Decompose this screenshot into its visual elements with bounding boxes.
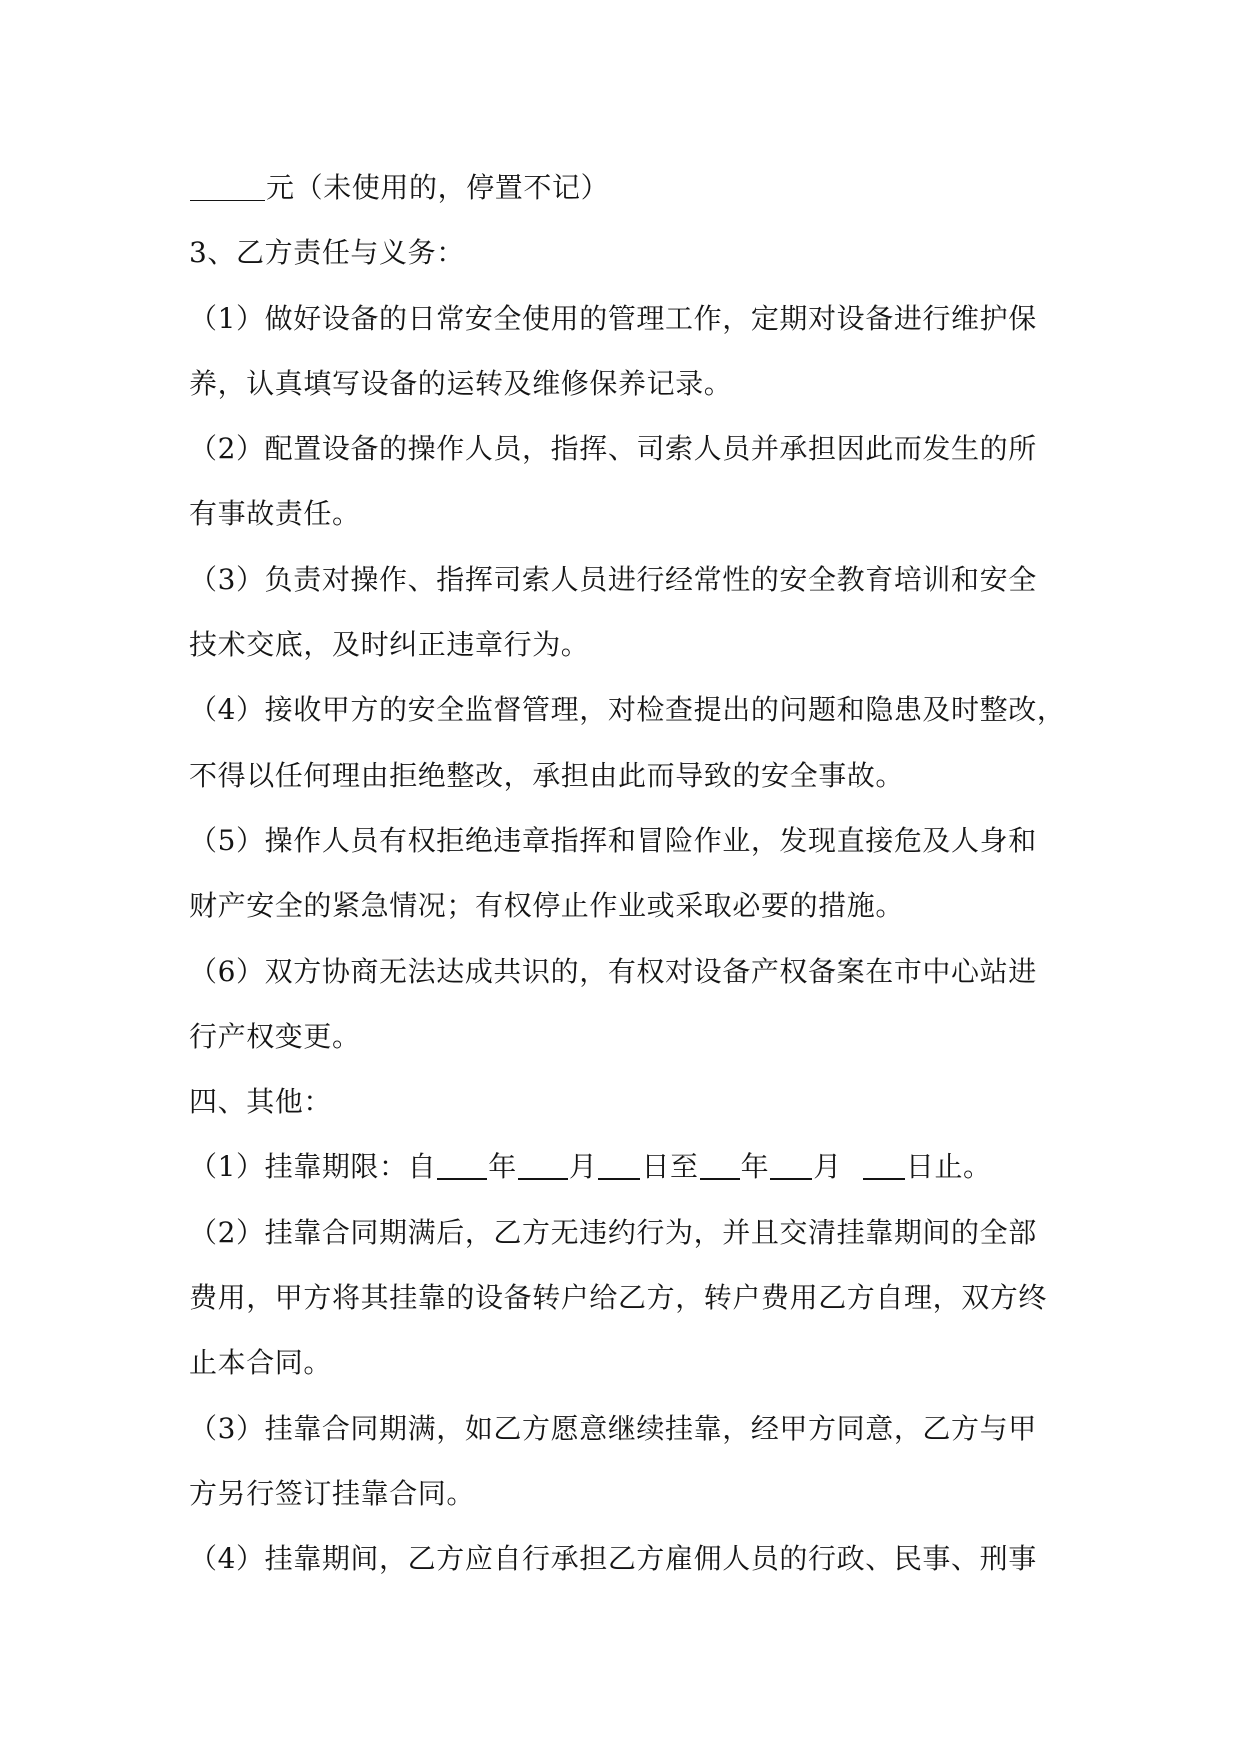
item-4-2-line-2: 费用，甲方将其挂靠的设备转户给乙方，转户费用乙方自理，双方终 — [189, 1281, 1048, 1315]
item-4-1-term — [189, 1134, 1059, 1199]
item-3-3-line-1: （3）负责对操作、指挥司索人员进行经常性的安全教育培训和安全 — [189, 562, 1037, 596]
end-month-blank — [770, 1150, 812, 1180]
item-3-5-line-2: 财产安全的紧急情况；有权停止作业或采取必要的措施。 — [189, 889, 905, 923]
item-3-6-line-1: （6）双方协商无法达成共识的，有权对设备产权备案在市中心站进 — [189, 954, 1037, 988]
item-3-2-line-2: 有事故责任。 — [189, 497, 361, 531]
end-month-label: 月 — [813, 1150, 842, 1184]
item-4-2 — [189, 1200, 1059, 1396]
item-4-3 — [189, 1396, 1059, 1527]
item-4-3-line-2: 方另行签订挂靠合同。 — [189, 1476, 476, 1510]
item-3-5-line-1: （5）操作人员有权拒绝违章指挥和冒险作业，发现直接危及人身和 — [189, 823, 1037, 857]
section-3-heading — [189, 220, 1059, 285]
item-3-1 — [189, 286, 1059, 417]
start-year-label: 年 — [488, 1150, 517, 1184]
start-month-blank — [518, 1150, 568, 1180]
section-4-heading — [189, 1069, 1059, 1134]
fee-note-text: 元（未使用的，停置不记） — [266, 171, 610, 204]
end-year-label: 年 — [740, 1150, 770, 1184]
end-day-label: 日止。 — [905, 1150, 992, 1184]
fee-note-line — [189, 155, 1059, 220]
item-3-4-line-1: （4）接收甲方的安全监督管理，对检查提出的问题和隐患及时整改， — [189, 693, 1066, 727]
section-4-heading-text: 四、其他： — [189, 1085, 333, 1119]
item-3-5 — [189, 808, 1059, 939]
end-day-blank — [863, 1150, 905, 1180]
item-3-3 — [189, 547, 1059, 678]
start-day-blank — [598, 1150, 640, 1180]
item-3-6-line-2: 行产权变更。 — [189, 1019, 361, 1053]
item-3-4-line-2: 不得以任何理由拒绝整改，承担由此而导致的安全事故。 — [189, 758, 905, 792]
document-body — [189, 155, 1066, 1592]
start-day-label: 日至 — [641, 1150, 699, 1184]
item-4-4 — [189, 1526, 1059, 1591]
fee-amount-blank — [190, 172, 265, 201]
term-line — [189, 1134, 1059, 1199]
item-3-2-line-1: （2）配置设备的操作人员，指挥、司索人员并承担因此而发生的所 — [189, 432, 1037, 466]
item-3-1-line-2: 养，认真填写设备的运转及维修保养记录。 — [189, 366, 733, 400]
item-4-4-line-1: （4）挂靠期间，乙方应自行承担乙方雇佣人员的行政、民事、刑事 — [189, 1542, 1037, 1576]
fee-note-paragraph — [189, 155, 1059, 220]
item-3-1-line-1: （1）做好设备的日常安全使用的管理工作，定期对设备进行维护保 — [189, 301, 1037, 335]
item-3-6 — [189, 939, 1059, 1070]
item-3-4 — [189, 677, 1066, 808]
start-month-label: 月 — [568, 1150, 598, 1184]
item-4-3-line-1: （3）挂靠合同期满，如乙方愿意继续挂靠，经甲方同意，乙方与甲 — [189, 1411, 1037, 1445]
item-4-2-line-3: 止本合同。 — [189, 1346, 333, 1380]
item-4-2-line-1: （2）挂靠合同期满后，乙方无违约行为，并且交清挂靠期间的全部 — [189, 1215, 1037, 1249]
item-3-3-line-2: 技术交底，及时纠正违章行为。 — [189, 628, 590, 662]
term-prefix: （1）挂靠期限：自 — [189, 1150, 437, 1184]
start-year-blank — [437, 1150, 487, 1180]
section-3-heading-text: 3、乙方责任与义务： — [189, 236, 465, 270]
end-year-blank — [700, 1150, 740, 1180]
item-3-2 — [189, 416, 1059, 547]
